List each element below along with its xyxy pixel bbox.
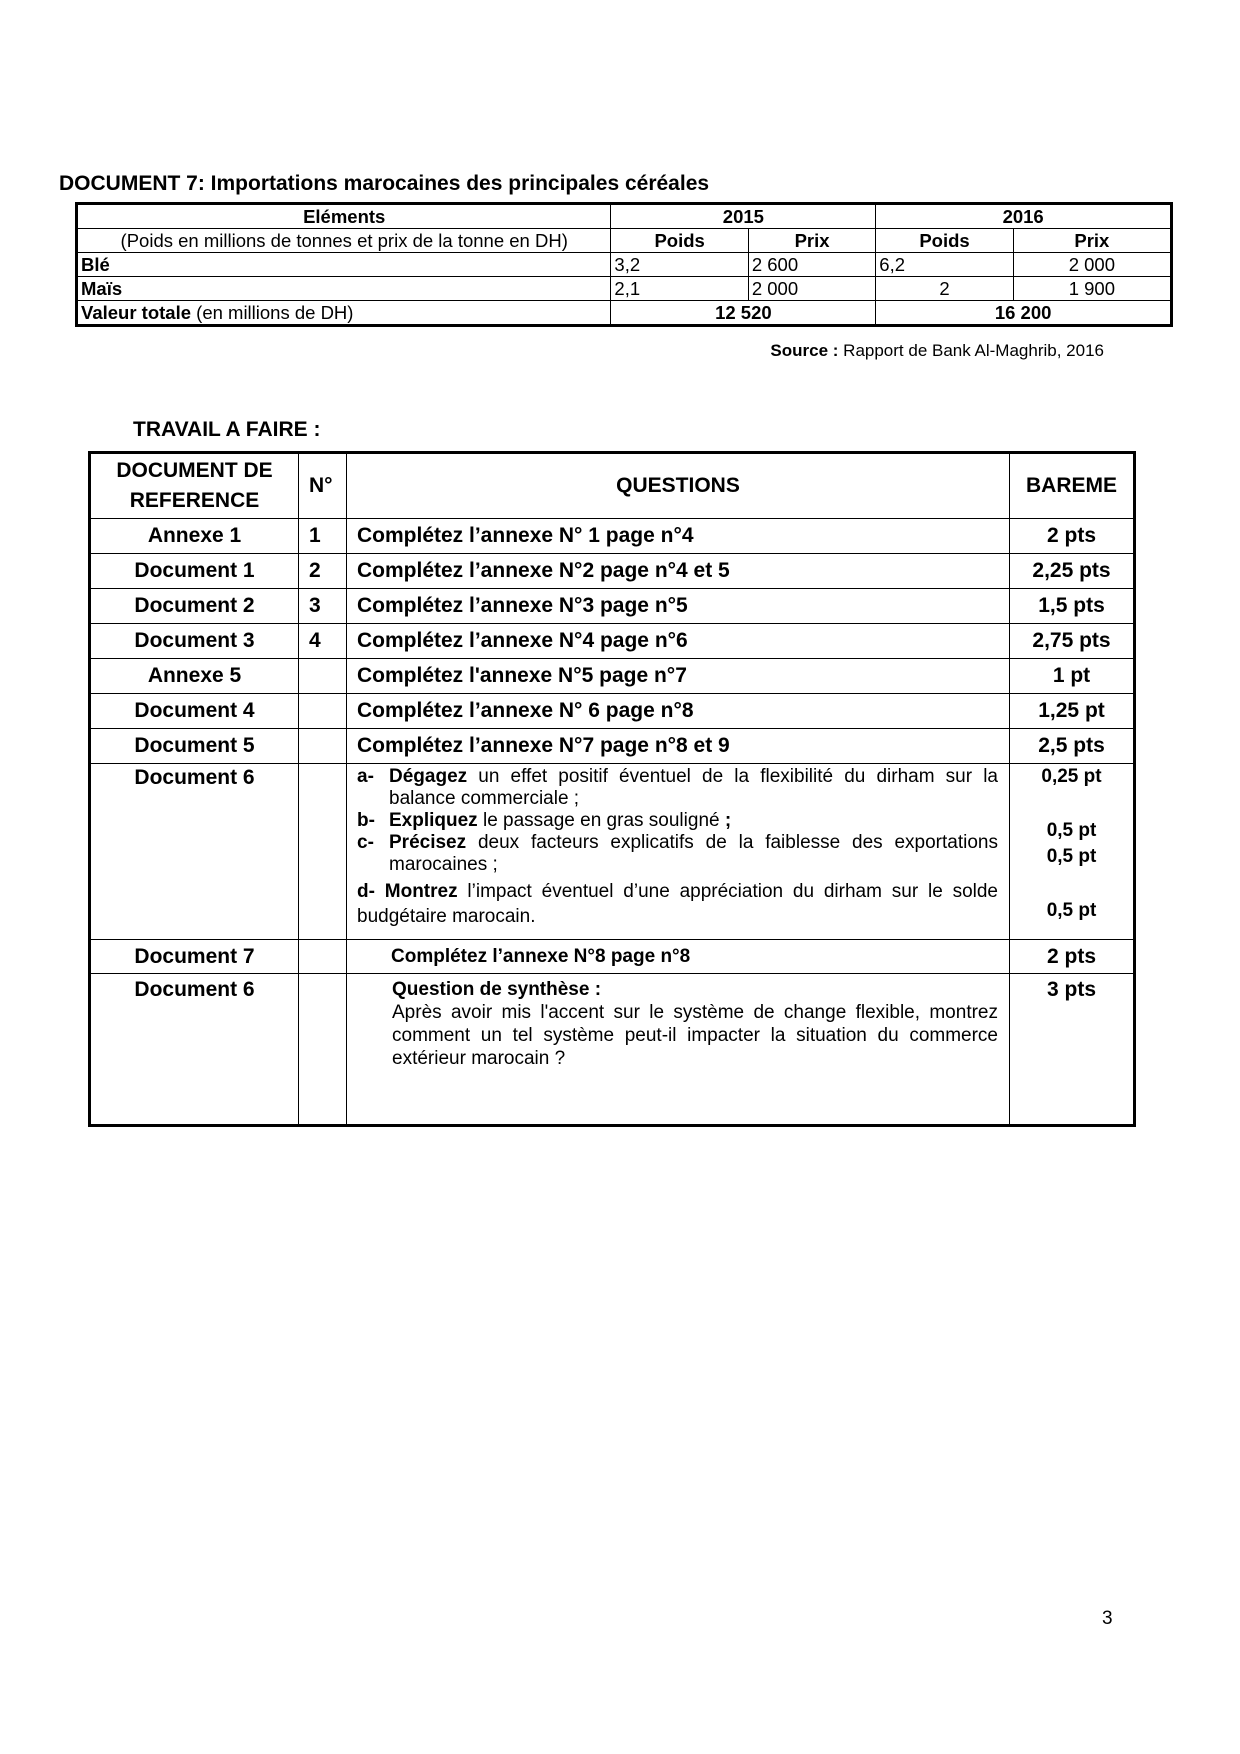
row-ref: Document 2	[90, 589, 299, 624]
row-ref: Document 6	[90, 764, 299, 940]
cell-poids-2016: 6,2	[876, 253, 1013, 277]
subquestion-letter: c-	[357, 832, 374, 853]
subquestion-c	[357, 832, 998, 876]
subquestion-b	[357, 810, 998, 832]
total-label-rest: (en millions de DH)	[191, 302, 354, 323]
table-row-document6	[90, 764, 1135, 940]
row-ref: Document 7	[90, 940, 299, 974]
total-2015: 12 520	[611, 301, 876, 326]
table-row	[90, 729, 1135, 764]
table-total-row	[77, 301, 1172, 326]
row-points: 2 pts	[1010, 519, 1135, 554]
cell-prix-2016: 1 900	[1013, 277, 1171, 301]
table-row	[90, 624, 1135, 659]
subquestion-d	[357, 879, 998, 929]
subquestion-text: l’impact éventuel d’une appréciation du dirham sur le solde budgétaire marocain.	[357, 881, 998, 927]
subquestion-end: ;	[724, 810, 732, 831]
points-d: 0,5 pt	[1046, 900, 1097, 921]
subquestion-verb: Dégagez	[389, 766, 468, 787]
table-row	[90, 694, 1135, 729]
header-poids-2016: Poids	[876, 229, 1013, 253]
subquestion-list	[357, 766, 1008, 929]
subquestion-letter: d-	[357, 881, 375, 902]
row-points: 2,75 pts	[1010, 624, 1135, 659]
cell-poids-2015: 2,1	[611, 277, 748, 301]
row-num: 1	[299, 519, 347, 554]
document7-title: DOCUMENT 7: Importations marocaines des principales céréales	[59, 172, 710, 195]
subquestion-verb: Montrez	[384, 881, 458, 902]
cell-poids-2015: 3,2	[611, 253, 748, 277]
travail-table	[88, 451, 1136, 1127]
row-num: 2	[299, 554, 347, 589]
table-row	[90, 554, 1135, 589]
row-num: 3	[299, 589, 347, 624]
points-b: 0,5 pt	[1046, 820, 1097, 841]
cell-prix-2016: 2 000	[1013, 253, 1171, 277]
row-label: Blé	[77, 253, 611, 277]
subquestion-text: le passage en gras souligné	[477, 810, 725, 831]
row-num	[299, 694, 347, 729]
row-ref: Document 6	[90, 974, 299, 1126]
row-points: 1,5 pts	[1010, 589, 1135, 624]
cell-poids-2016: 2	[876, 277, 1013, 301]
source-label: Source :	[770, 341, 839, 360]
table-row	[77, 253, 1172, 277]
header-poids-2015: Poids	[611, 229, 748, 253]
row-num	[299, 659, 347, 694]
header-year-2015: 2015	[611, 204, 876, 229]
row-points	[1010, 764, 1135, 940]
source-note	[700, 341, 1104, 361]
table-row-synthese	[90, 974, 1135, 1126]
table-row	[77, 277, 1172, 301]
row-points: 2,25 pts	[1010, 554, 1135, 589]
row-question: Complétez l’annexe N° 1 page n°4	[347, 519, 1010, 554]
row-question: Complétez l’annexe N°4 page n°6	[347, 624, 1010, 659]
header-prix-2016: Prix	[1013, 229, 1171, 253]
table-subheader-row	[77, 229, 1172, 253]
subquestion-verb: Précisez	[389, 832, 467, 853]
total-label-bold: Valeur totale	[81, 302, 192, 323]
travail-heading: TRAVAIL A FAIRE :	[133, 418, 321, 441]
subquestion-letter: a-	[357, 766, 374, 787]
row-ref: Document 4	[90, 694, 299, 729]
header-year-2016: 2016	[876, 204, 1172, 229]
travail-header-row	[90, 453, 1135, 519]
row-points: 1,25 pt	[1010, 694, 1135, 729]
cell-prix-2015: 2 000	[748, 277, 875, 301]
row-num: 4	[299, 624, 347, 659]
row-ref: Document 1	[90, 554, 299, 589]
row-question: Complétez l’annexe N°3 page n°5	[347, 589, 1010, 624]
table-row	[90, 940, 1135, 974]
row-ref: Document 5	[90, 729, 299, 764]
points-a: 0,25 pt	[1041, 766, 1102, 787]
header-units-note: (Poids en millions de tonnes et prix de la tonne en DH)	[77, 229, 611, 253]
row-num	[299, 764, 347, 940]
row-points: 2,5 pts	[1010, 729, 1135, 764]
row-points: 3 pts	[1010, 974, 1135, 1126]
synthese-title: Question de synthèse :	[392, 979, 602, 1000]
table-header-row	[77, 204, 1172, 229]
header-prix-2015: Prix	[748, 229, 875, 253]
row-question: Complétez l’annexe N°8 page n°8	[347, 940, 1010, 974]
subquestion-text: un effet positif éventuel de la flexibilité du dirham sur la balance commerciale ;	[389, 766, 998, 809]
row-subquestions	[347, 764, 1010, 940]
total-label	[77, 301, 611, 326]
cell-prix-2015: 2 600	[748, 253, 875, 277]
imports-table	[75, 202, 1173, 327]
header-elements: Eléments	[77, 204, 611, 229]
subquestion-verb: Expliquez	[389, 810, 478, 831]
row-question: Complétez l’annexe N° 6 page n°8	[347, 694, 1010, 729]
header-questions: QUESTIONS	[347, 453, 1010, 519]
header-num: N°	[299, 453, 347, 519]
source-text: Rapport de Bank Al-Maghrib, 2016	[838, 341, 1104, 360]
subquestion-a	[357, 766, 998, 810]
table-row	[90, 589, 1135, 624]
row-num	[299, 729, 347, 764]
table-row	[90, 519, 1135, 554]
row-points: 2 pts	[1010, 940, 1135, 974]
row-num	[299, 940, 347, 974]
table-row	[90, 659, 1135, 694]
row-ref: Document 3	[90, 624, 299, 659]
total-2016: 16 200	[876, 301, 1172, 326]
row-question: Complétez l’annexe N°2 page n°4 et 5	[347, 554, 1010, 589]
synthese-text: Après avoir mis l'accent sur le système de change flexible, montrez comment un tel système peut-il impacter la situation du commerce extérieur marocain ?	[392, 1002, 998, 1069]
points-c: 0,5 pt	[1046, 846, 1097, 867]
row-num	[299, 974, 347, 1126]
row-ref: Annexe 5	[90, 659, 299, 694]
subquestion-text: deux facteurs explicatifs de la faiblesse des exportations marocaines ;	[389, 832, 998, 875]
row-ref: Annexe 1	[90, 519, 299, 554]
row-synthese-question	[347, 974, 1010, 1126]
row-question: Complétez l'annexe N°5 page n°7	[347, 659, 1010, 694]
page-number: 3	[1102, 1608, 1113, 1629]
subquestion-letter: b-	[357, 810, 375, 831]
row-question: Complétez l’annexe N°7 page n°8 et 9	[347, 729, 1010, 764]
header-bareme: BAREME	[1010, 453, 1135, 519]
row-label: Maïs	[77, 277, 611, 301]
row-points: 1 pt	[1010, 659, 1135, 694]
header-doc-ref: DOCUMENT DE REFERENCE	[90, 453, 299, 519]
